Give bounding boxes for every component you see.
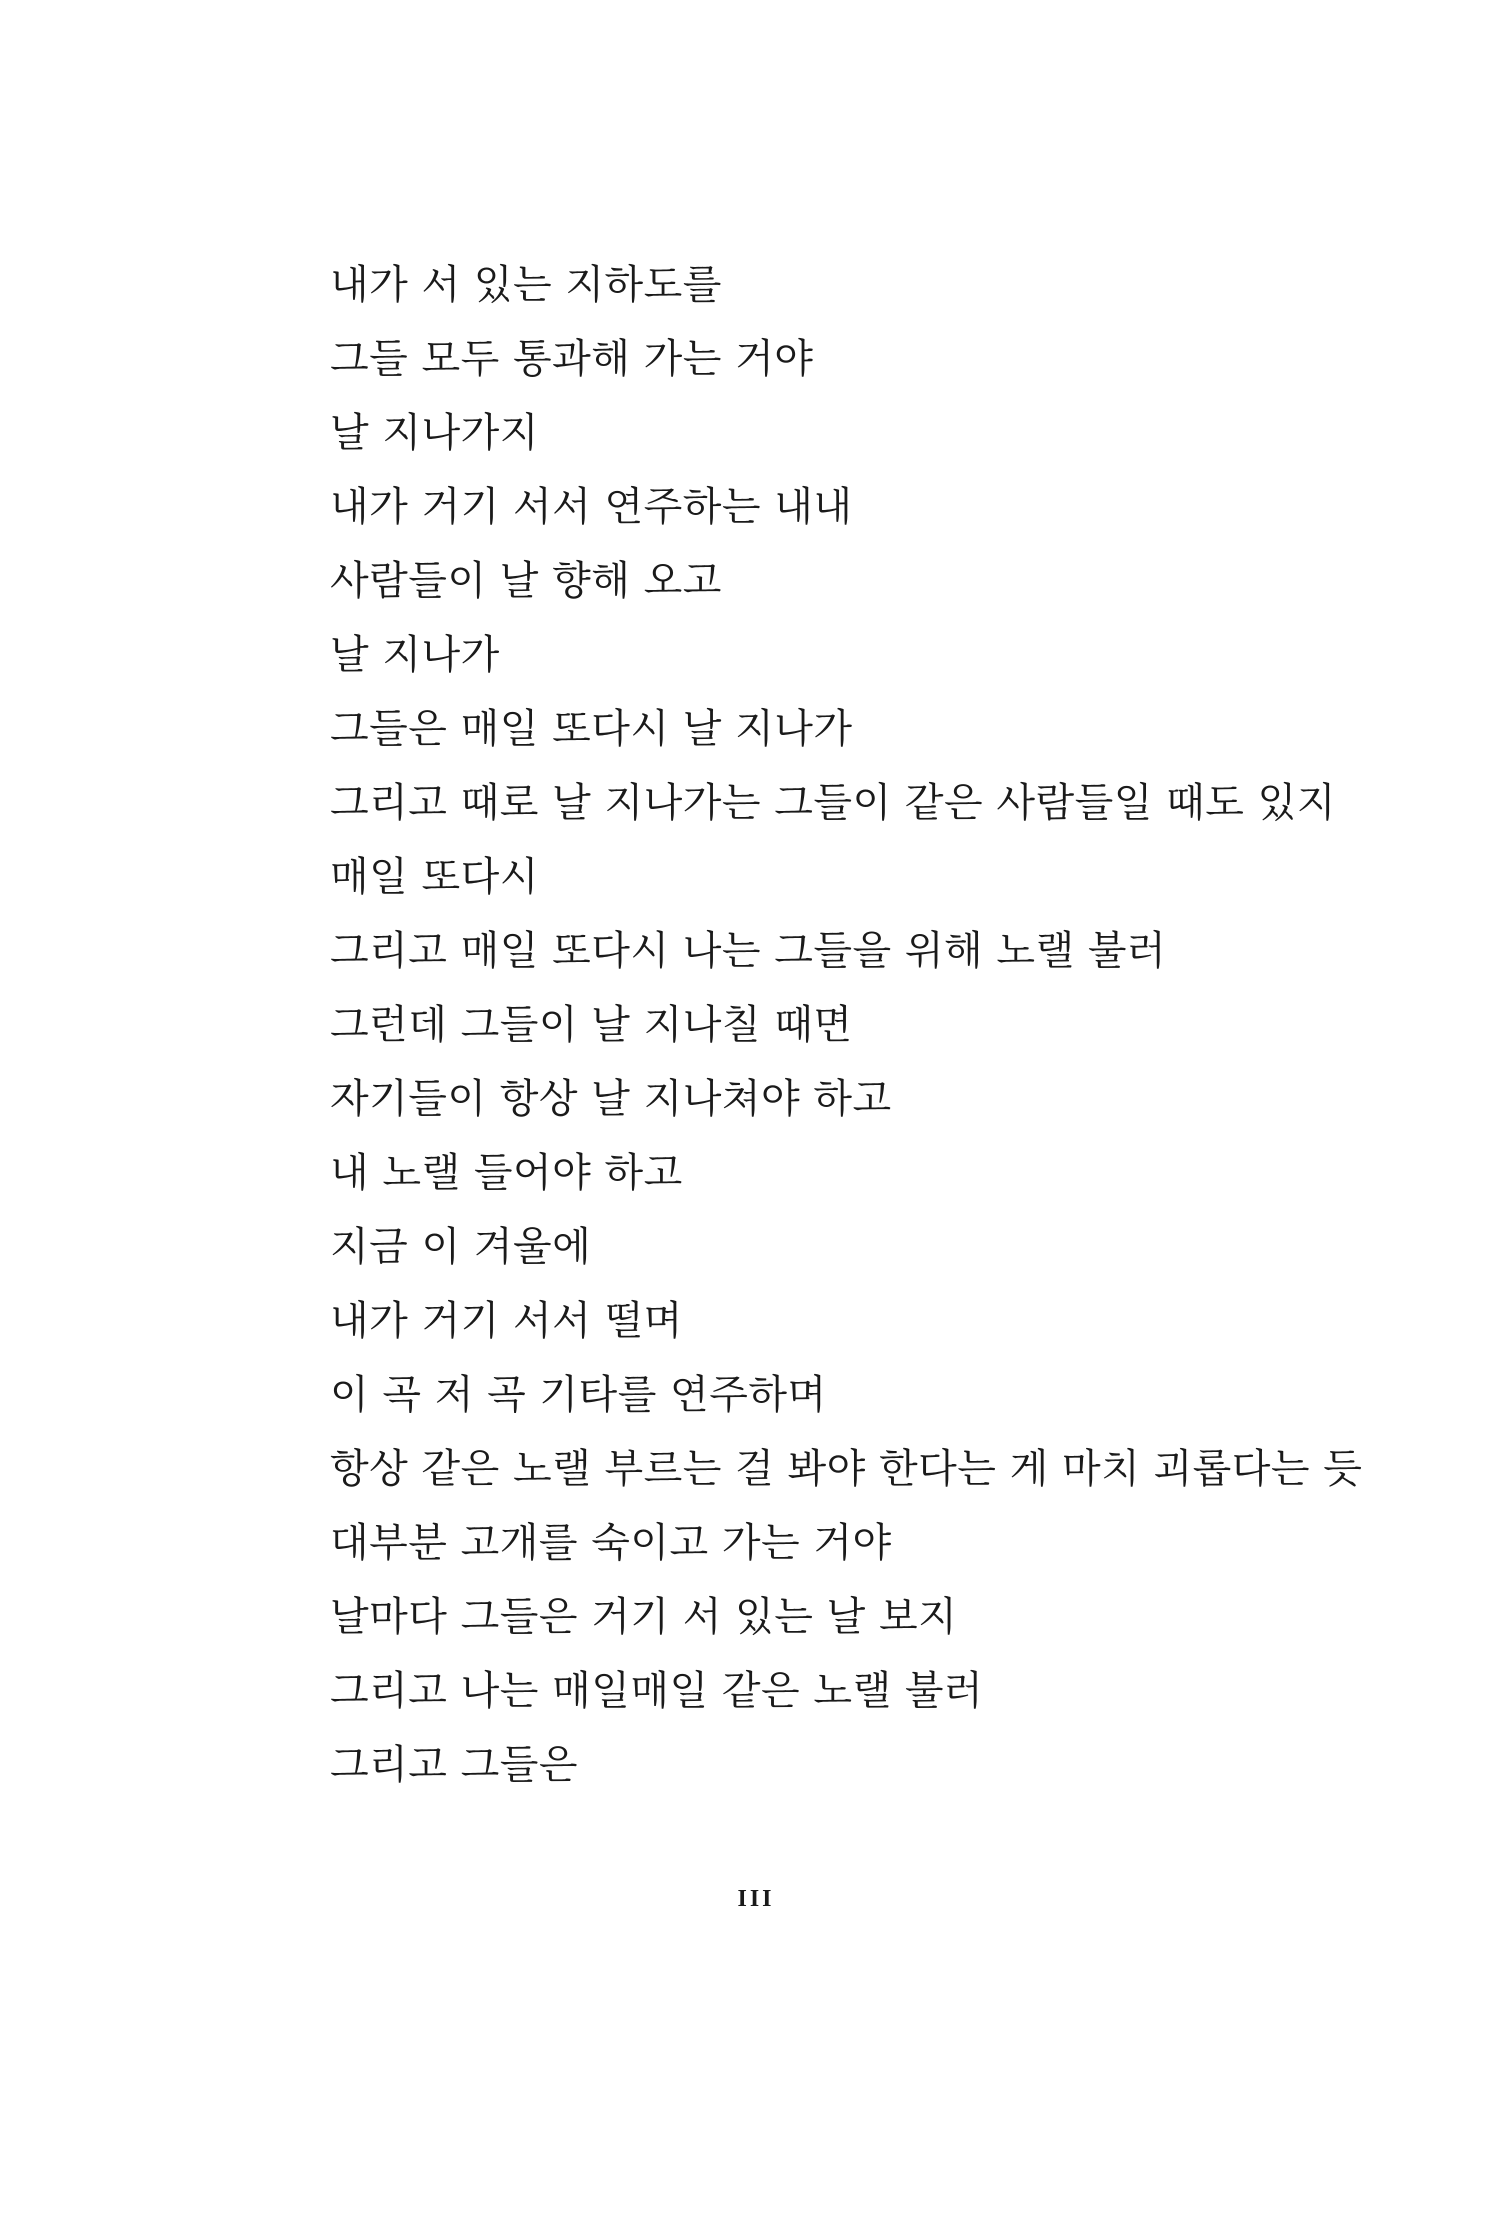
poem-line: 항상 같은 노랠 부르는 걸 봐야 한다는 게 마치 괴롭다는 듯 [330,1446,1363,1492]
poem-line: 매일 또다시 [330,854,539,900]
poem-line: 그런데 그들이 날 지나칠 때면 [330,1002,853,1048]
poem-line: 내가 거기 서서 연주하는 내내 [330,484,853,530]
poem-line: 대부분 고개를 숙이고 가는 거야 [330,1520,892,1566]
poem-line: 이 곡 저 곡 기타를 연주하며 [330,1372,827,1418]
poem-line: 자기들이 항상 날 지나쳐야 하고 [330,1076,892,1122]
poem-line: 날마다 그들은 거기 서 있는 날 보지 [330,1594,958,1640]
poem-line: 내가 서 있는 지하도를 [330,262,722,308]
poem-line: 내 노랠 들어야 하고 [330,1150,683,1196]
poem-line: 날 지나가지 [330,410,539,456]
poem-line: 지금 이 겨울에 [330,1224,592,1270]
poem-line: 그리고 매일 또다시 나는 그들을 위해 노랠 불러 [330,928,1167,974]
poem-line: 그들은 매일 또다시 날 지나가 [330,706,853,752]
poem-line: 날 지나가 [330,632,500,678]
poem-text [330,248,1363,1802]
poem-line: 그리고 때로 날 지나가는 그들이 같은 사람들일 때도 있지 [330,780,1336,826]
poem-line: 사람들이 날 향해 오고 [330,558,722,604]
page-number: III [737,1886,775,1912]
poem-line: 그들 모두 통과해 가는 거야 [330,336,814,382]
poem-line: 내가 거기 서서 떨며 [330,1298,683,1344]
poem-line: 그리고 나는 매일매일 같은 노랠 불러 [330,1668,984,1714]
poem-line: 그리고 그들은 [330,1742,579,1788]
